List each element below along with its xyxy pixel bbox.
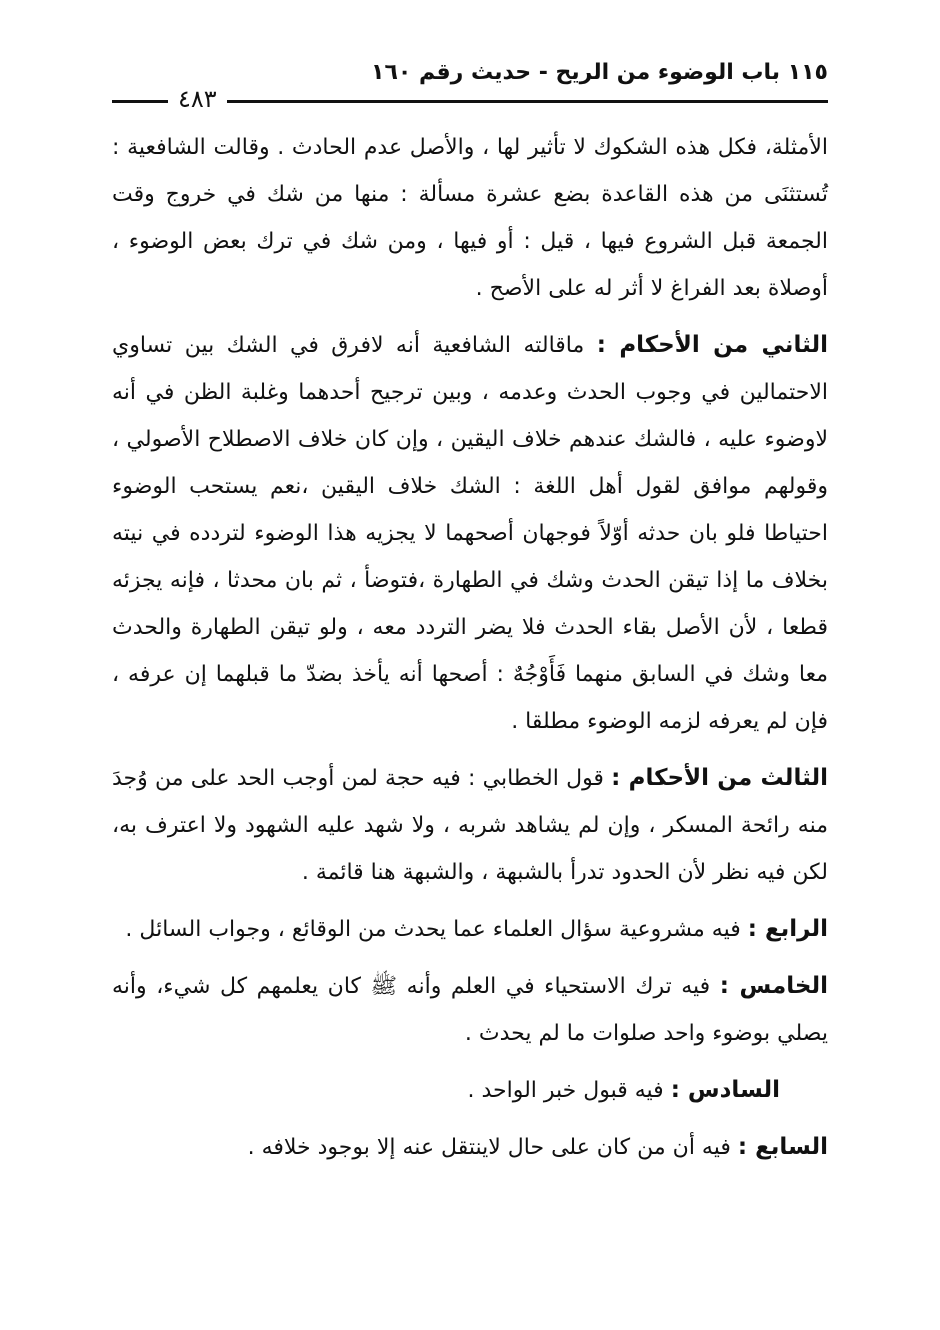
paragraph-heading: السابع : — [737, 1134, 828, 1160]
paragraph-heading: الثاني من الأحكام : — [596, 332, 828, 358]
paragraph-text: فيه مشروعية سؤال العلماء عما يحدث من الوقائع ، وجواب السائل . — [125, 917, 748, 942]
paragraph-text: قول الخطابي : فيه حجة لمن أوجب الحد على من وُجدَ منه رائحة المسكر ، وإن لم يشاهد شربه ، ولا شهد عليه الشهود ولا اعترف به، لكن فيه نظر لأن الحدود تدرأ بالشبهة ، والشبهة هنا قائمة . — [112, 766, 828, 885]
paragraph-heading: الرابع : — [747, 916, 828, 942]
paragraph-2 — [112, 322, 828, 745]
page-number: ٤٨٣ — [168, 83, 227, 115]
paragraph-text: فيه قبول خبر الواحد . — [467, 1078, 671, 1103]
paragraph-heading: الخامس : — [719, 973, 828, 999]
paragraph-heading: السادس : — [670, 1077, 780, 1103]
paragraph-text: فيه أن من كان على حال لاينتقل عنه إلا بوجود خلافه . — [247, 1135, 738, 1160]
paragraph-4 — [112, 906, 828, 953]
paragraph-text: الأمثلة، فكل هذه الشكوك لا تأثير لها ، والأصل عدم الحادث . وقالت الشافعية : تُستثنَى من هذه القاعدة بضع عشرة مسألة : منها من شك في خروج وقت الجمعة قبل الشروع فيها ، قيل : أو فيها ، ومن شك في ترك بعض الوضوء ، أوصلاة بعد الفراغ لا أثر له على الأصح . — [112, 135, 828, 301]
paragraph-1 — [112, 124, 828, 312]
header-title: ١١٥ باب الوضوء من الريح - حديث رقم ١٦٠ — [371, 60, 828, 85]
paragraph-3 — [112, 755, 828, 896]
page-body — [112, 124, 828, 1181]
paragraph-7 — [112, 1124, 828, 1171]
paragraph-text: ماقالته الشافعية أنه لافرق في الشك بين تساوي الاحتمالين في وجوب الحدث وعدمه ، وبين ترجيح أحدهما وغلبة الظن في أنه لاوضوء عليه ، فالشك عندهم خلاف اليقين ، وإن كان خلاف الاصطلاح الأصولي ، وقولهم موافق لقول أهل اللغة : الشك خلاف اليقين ،نعم يستحب الوضوء احتياطا فلو بان حدثه أوّلاً فوجهان أصحهما لا يجزيه هذا الوضوء لتردده في نيته بخلاف ما إذا تيقن الحدث وشك في الطهارة ،فتوضأ ، ثم بان محدثا ، فإنه يجزئه قطعا ، لأن الأصل بقاء الحدث فلا يضر التردد معه ، ولو تيقن الطهارة والحدث معا وشك في السابق منهما فَأَوْجُهٌ : أصحها أنه يأخذ بضدّ ما قبلهما إن عرفه ، فإن لم يعرفه لزمه الوضوء مطلقا . — [112, 333, 828, 734]
paragraph-6 — [112, 1067, 828, 1114]
paragraph-text: فيه ترك الاستحياء في العلم وأنه ﷺ كان يعلمهم كل شيء، وأنه يصلي بوضوء واحد صلوات ما لم يحدث . — [112, 974, 828, 1046]
paragraph-5 — [112, 963, 828, 1057]
paragraph-heading: الثالث من الأحكام : — [611, 765, 828, 791]
